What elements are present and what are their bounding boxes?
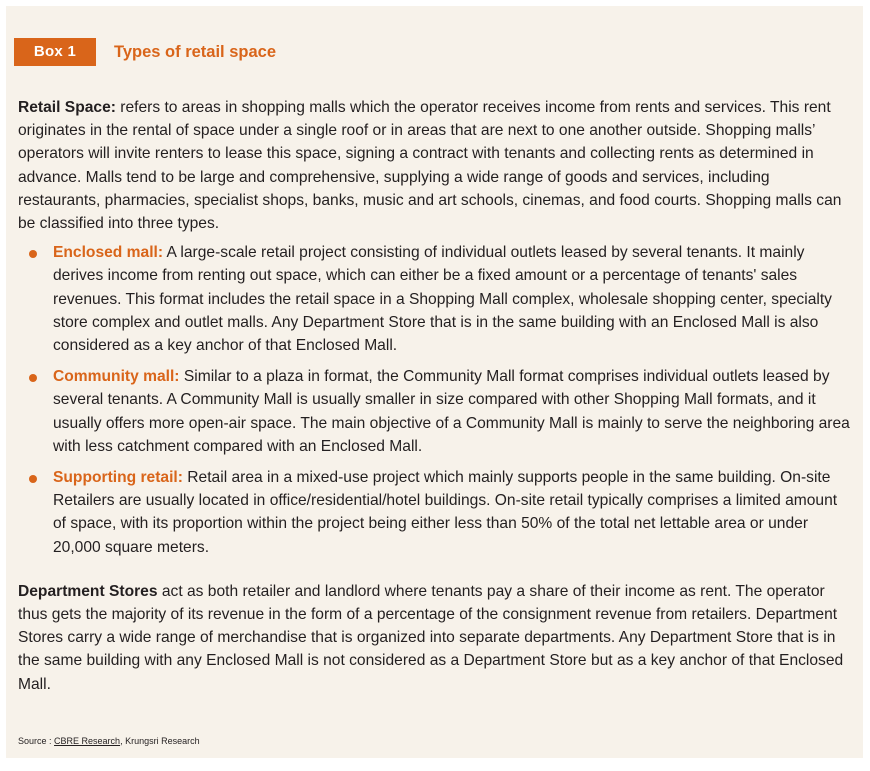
box-title: Types of retail space — [114, 42, 277, 61]
box-number-label: Box 1 — [14, 38, 96, 66]
box-header — [14, 38, 276, 66]
retail-space-paragraph — [18, 96, 850, 235]
bullet-icon — [29, 250, 37, 258]
list-item-community-mall — [18, 365, 850, 458]
department-stores-text: act as both retailer and landlord where tenants pay a share of their income as rent. The operator thus gets the majority of its revenue in the form of a percentage of the consignment revenue from retailers. Department Stores carry a wide range of merchandise that is organized into separate departments. Any Department Store that is in the same building with any Enclosed Mall is not considered as a Department Store but as a key anchor of that Enclosed Mall. — [18, 582, 844, 693]
bullet-icon — [29, 374, 37, 382]
source-prefix: Source : — [18, 736, 55, 746]
enclosed-mall-term: Enclosed mall: — [53, 244, 164, 262]
enclosed-mall-text: A large-scale retail project consisting of individual outlets leased by several tenants. It mainly derives income from renting out space, which can either be a fixed amount or a percentage of tenants' sales revenues. This format includes the retail space in a Shopping Mall complex, wholesale shopping center, specialty store complex and outlet malls. Any Department Store that is in the same building with an Enclosed Mall is also considered as a key anchor of that Enclosed Mall. — [53, 244, 832, 355]
department-stores-paragraph — [18, 580, 850, 696]
retail-space-term: Retail Space: — [18, 99, 116, 116]
source-link-cbre[interactable]: CBRE Research — [54, 736, 121, 746]
retail-space-text: refers to areas in shopping malls which the operator receives income from rents and services. This rent originates in the rental of space under a single roof or in areas that are next to one another outside. Shopping malls’ operators will invite renters to lease this space, signing a contract with tenants and collecting rents as determined in advance. Malls tend to be large and comprehensive, supplying a wide range of goods and services, including restaurants, pharmacies, specialist shops, banks, music and art schools, cinemas, and food courts. Shopping malls can be classified into three types. — [18, 99, 842, 233]
source-note — [18, 736, 200, 746]
mall-types-list — [18, 241, 850, 559]
box-content — [18, 96, 850, 696]
source-suffix: , Krungsri Research — [120, 736, 200, 746]
list-item-supporting-retail — [18, 466, 850, 559]
supporting-retail-text: Retail area in a mixed-use project which mainly supports people in the same building. On-site Retailers are usually located in office/residential/hotel buildings. On-site retail typically comprises a limited amount of space, with its proportion within the project being either less than 50% of the total net lettable area or under 20,000 square meters. — [53, 469, 838, 556]
list-item-enclosed-mall — [18, 241, 850, 357]
supporting-retail-term: Supporting retail: — [53, 469, 183, 487]
community-mall-text: Similar to a plaza in format, the Community Mall format comprises individual outlets leased by several tenants. A Community Mall is usually smaller in size compared with other Shopping Mall formats, and it usually offers more open-air space. The main objective of a Community Mall is mainly to serve the neighboring area with less catchment compared with an Enclosed Mall. — [53, 368, 850, 455]
info-box — [6, 6, 863, 758]
department-stores-term: Department Stores — [18, 582, 158, 600]
bullet-icon — [29, 475, 37, 483]
community-mall-term: Community mall: — [53, 368, 180, 386]
